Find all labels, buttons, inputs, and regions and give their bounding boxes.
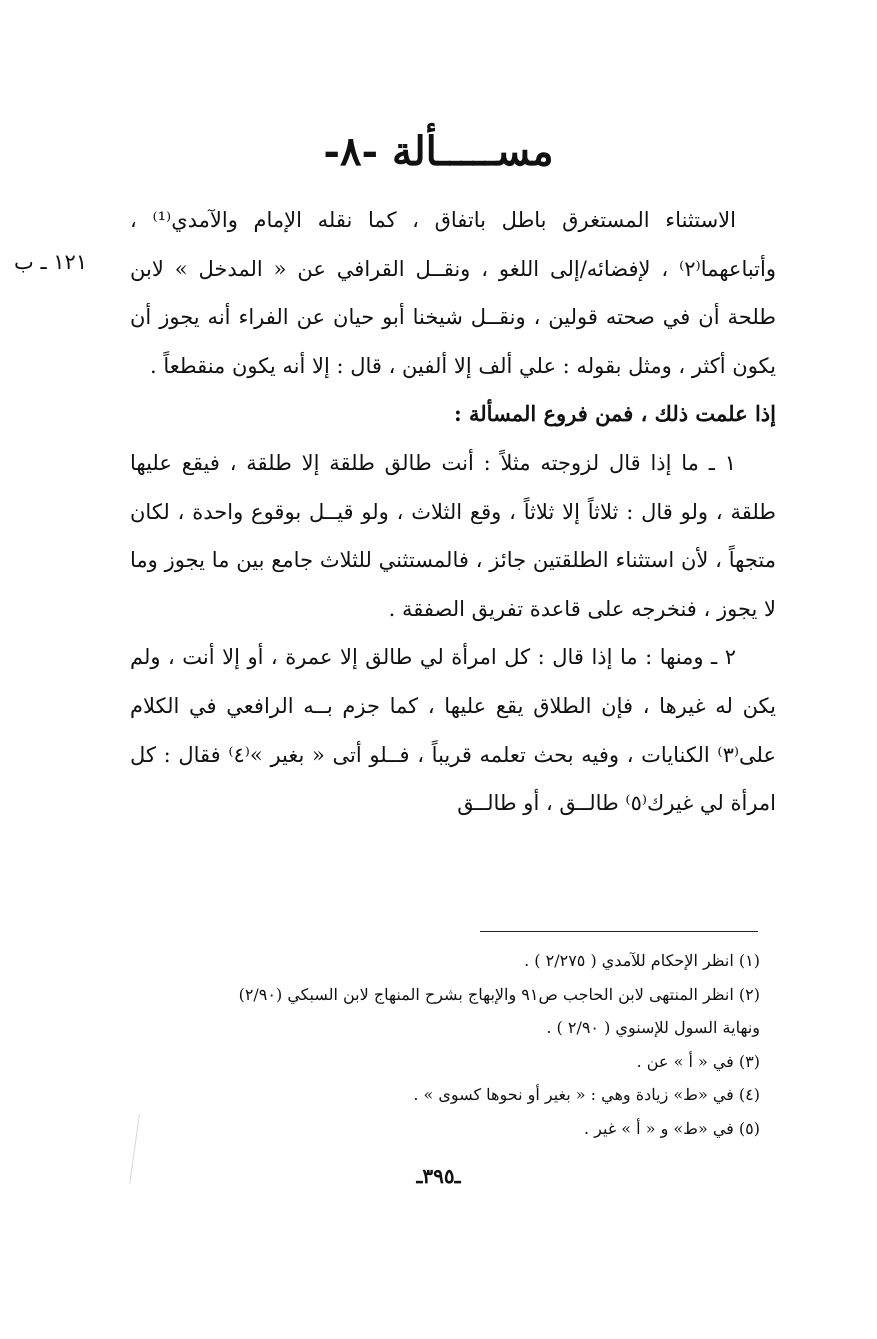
margin-folio-note: ١٢١ ـ ب [14,250,88,274]
footnote-2: (٢) انظر المنتهى لابن الحاجب ص٩١ والإبهاج بشرح المنهاج لابن السبكي (٢/٩٠) [238,984,760,1004]
paragraph-intro: الاستثناء المستغرق باطل باتفاق ، كما نقله الإمام والآمدي⁽¹⁾ ، وأتباعهما⁽٢⁾ ، لإفضائه/إلى اللغو ، ونقــل القرافي عن « المدخل » لابن طلحة أن في صحته قولين ، ونقــل شيخنا أبو حيان عن الفراء أنه يجوز أن يكون أكثر ، ومثل بقوله : علي ألف إلا ألفين ، قال : إلا أنه يكون منقطعاً . [130,208,776,378]
footnote-2-continued: ونهاية السول للإسنوي ( ٢/٩٠ ) . [546,1018,760,1037]
footnote-divider [480,931,758,932]
paragraph-branch-1: ١ ـ ما إذا قال لزوجته مثلاً : أنت طالق طلقة إلا طلقة ، فيقع عليها طلقة ، ولو قال : ثلاثاً إلا ثلاثاً ، وقع الثلاث ، ولو قيــل بوقوع واحدة ، لكان متجهاً ، لأن استثناء الطلقتين جائز ، فالمستثني للثلاث جامع بين ما يجوز وما لا يجوز ، فنخرجه على قاعدة تفريق الصفقة . [130,450,776,621]
footnote-4: (٤) في «ط» زيادة وهي : « بغير أو نحوها كسوى » . [413,1085,760,1104]
main-text [130,196,776,828]
page-number: ـ٣٩٥ـ [416,1164,461,1188]
issue-title: مســـــألة -٨- [323,128,554,175]
paragraph-branches-heading: إذا علمت ذلك ، فمن فروع المسألة : [453,401,776,427]
footnote-3: (٣) في « أ » عن . [636,1051,760,1071]
paragraph-branch-2: ٢ ـ ومنها : ما إذا قال : كل امرأة لي طالق إلا عمرة ، أو إلا أنت ، ولم يكن له غيرها ، فإن الطلاق يقع عليها ، كما جزم بــه الرافعي في الكلام على⁽٣⁾ الكنايات ، وفيه بحث تعلمه قريباً ، فــلو أتى « بغير »⁽٤⁾ فقال : كل امرأة لي غيرك⁽٥⁾ طالــق ، أو طالــق [130,645,776,816]
footnotes [120,944,760,1145]
footnote-5: (٥) في «ط» و « أ » غير . [584,1118,760,1138]
footnote-1: (١) انظر الإحكام للآمدي ( ٢/٢٧٥ ) . [524,951,760,970]
